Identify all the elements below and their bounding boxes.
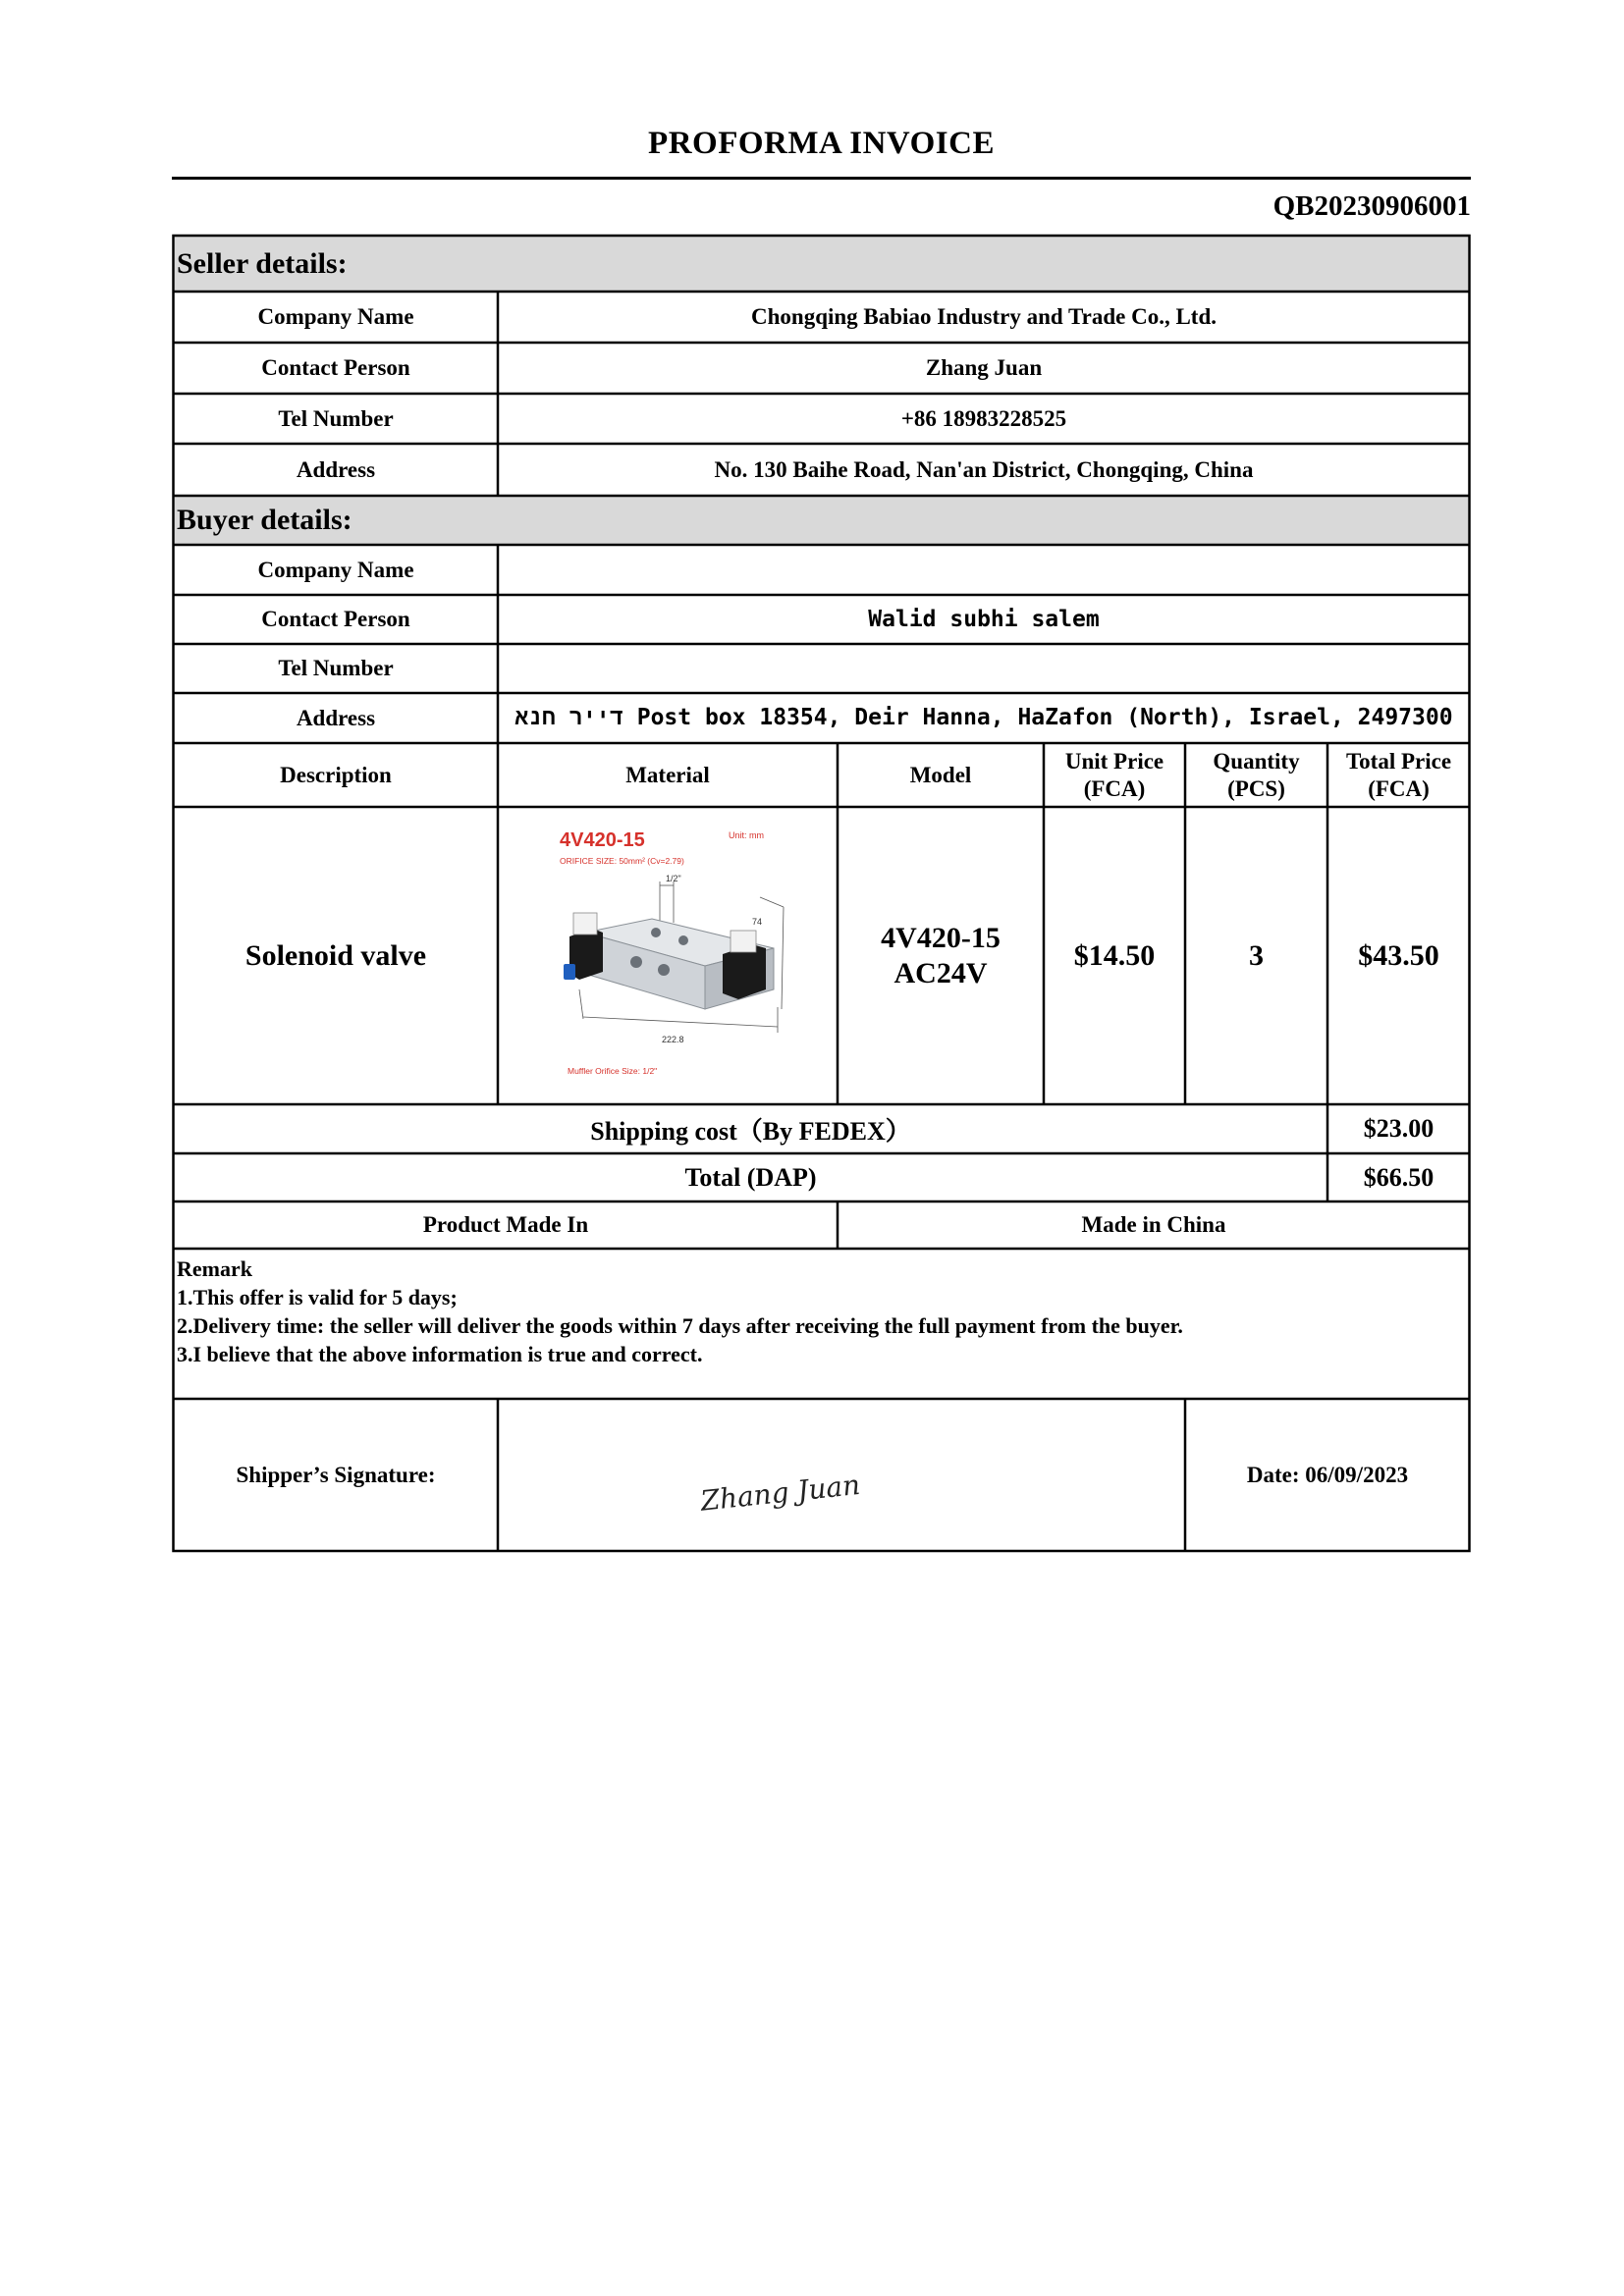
buyer-section-label: Buyer details: [177, 504, 352, 536]
buyer-address-label: Address [296, 705, 376, 730]
image-orifice-label: ORIFICE SIZE: 50mm² (Cv=2.79) [560, 856, 684, 866]
total-price-header [1327, 743, 1470, 807]
total-label: Total (DAP) [684, 1162, 817, 1192]
description-header: Description [280, 762, 392, 787]
item-description: Solenoid valve [244, 938, 427, 972]
remark-line-1: 1.This offer is valid for 5 days; [177, 1285, 458, 1309]
remark-title: Remark [177, 1256, 252, 1281]
item-quantity: 3 [1249, 938, 1264, 972]
seller-address: No. 130 Baihe Road, Nan'an District, Chongqing, China [714, 456, 1254, 482]
seller-contact-person-label: Contact Person [261, 355, 410, 380]
material-header: Material [625, 762, 710, 787]
quantity-header-line1: Quantity [1213, 748, 1300, 774]
seller-section-label: Seller details: [177, 247, 348, 280]
buyer-contact-person-label: Contact Person [261, 607, 410, 631]
image-model-label: 4V420-15 [560, 829, 645, 851]
document-title: PROFORMA INVOICE [648, 126, 995, 161]
signature-date: Date: 06/09/2023 [1246, 1462, 1409, 1487]
buyer-address: דייר חנא Post box 18354, Deir Hanna, HaZafon (North), Israel, 2497300 [514, 705, 1453, 730]
buyer-company-name-label: Company Name [257, 557, 414, 582]
item-total-price: $43.50 [1358, 938, 1439, 972]
image-length-label: 222.8 [662, 1035, 684, 1044]
image-muffler-label: Muffler Orifice Size: 1/2" [568, 1066, 658, 1076]
shipping-value: $23.00 [1363, 1114, 1435, 1143]
total-price-header-line2: (FCA) [1368, 775, 1430, 801]
model-header: Model [909, 762, 972, 787]
item-model-line1: 4V420-15 [881, 921, 1001, 954]
seller-company-name: Chongqing Babiao Industry and Trade Co., Ltd. [751, 304, 1217, 329]
remark-line-3: 3.I believe that the above information is true and correct. [177, 1342, 703, 1366]
total-value: $66.50 [1363, 1162, 1435, 1192]
invoice-number: QB20230906001 [1272, 190, 1471, 222]
solenoid-valve-image [556, 817, 807, 1082]
item-model-line2: AC24V [893, 956, 988, 989]
shipping-label: Shipping cost（By FEDEX） [590, 1116, 911, 1146]
image-unit-label: Unit: mm [729, 830, 764, 840]
item-unit-price: $14.50 [1073, 938, 1156, 972]
origin-label: Product Made In [422, 1212, 589, 1237]
signature-name-text: Zhang Juan [698, 1468, 862, 1518]
handwritten-signature [687, 1463, 864, 1522]
quantity-header-line2: (PCS) [1227, 775, 1285, 801]
image-height-label: 74 [752, 917, 763, 927]
buyer-company-name [498, 545, 1470, 595]
total-price-header-line1: Total Price [1345, 748, 1452, 774]
quantity-header [1185, 743, 1327, 807]
seller-company-name-label: Company Name [257, 304, 414, 329]
seller-tel-label: Tel Number [278, 405, 394, 431]
unit-price-header [1044, 743, 1185, 807]
signature-label: Shipper’s Signature: [236, 1462, 436, 1487]
seller-address-label: Address [296, 456, 376, 482]
buyer-contact-person: Walid subhi salem [868, 607, 1100, 632]
unit-price-header-line1: Unit Price [1064, 748, 1164, 774]
remark-line-2: 2.Delivery time: the seller will deliver the goods within 7 days after receiving the full payment from the buyer. [177, 1313, 1183, 1338]
unit-price-header-line2: (FCA) [1083, 775, 1146, 801]
seller-tel: +86 18983228525 [900, 405, 1067, 431]
remark-block [177, 1255, 1183, 1368]
image-port-label: 1/2" [666, 874, 681, 883]
item-model [838, 807, 1044, 1104]
seller-contact-person: Zhang Juan [925, 355, 1043, 380]
origin-value: Made in China [1081, 1212, 1226, 1237]
buyer-tel-label: Tel Number [278, 656, 394, 680]
buyer-tel [498, 644, 1470, 693]
